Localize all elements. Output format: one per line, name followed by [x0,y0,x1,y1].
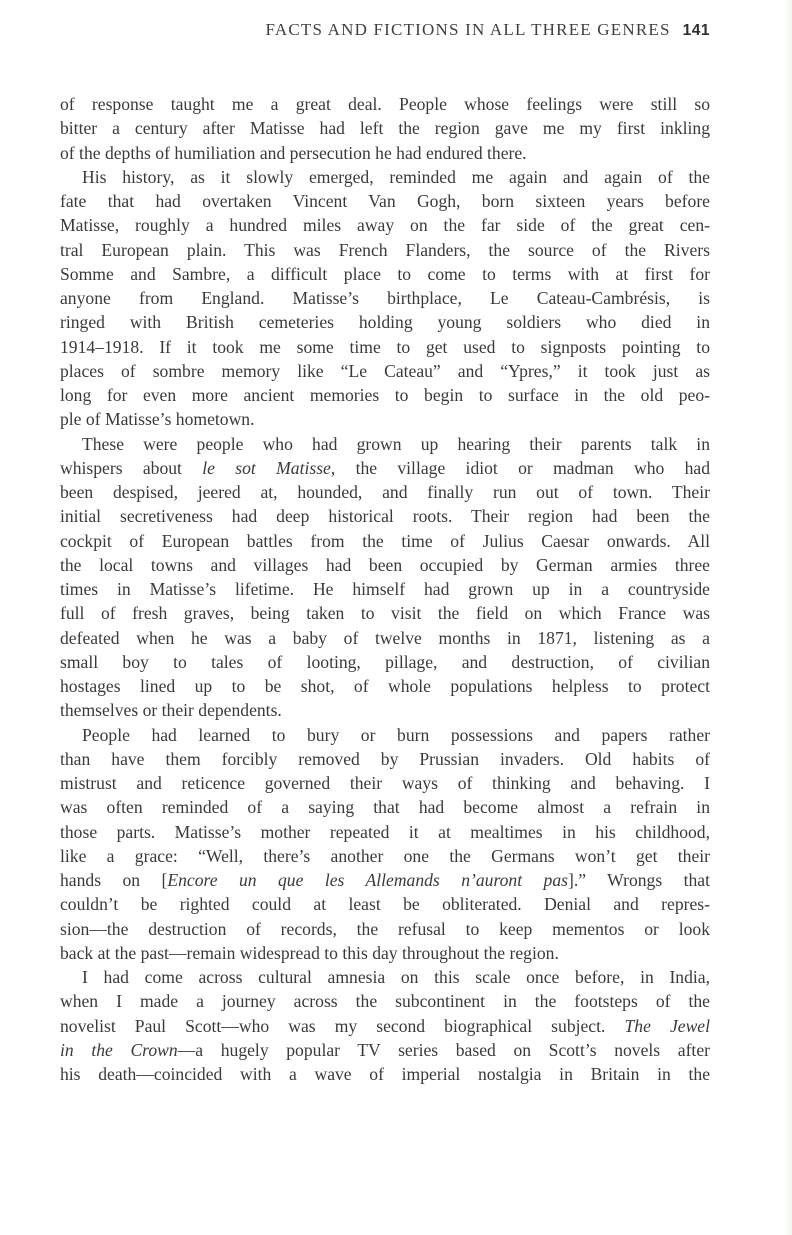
text-segment: times in Matisse’s lifetime. He himself had grown up in a countryside [60,579,710,599]
body-text [60,92,710,1086]
text-segment: full of fresh graves, being taken to visit the field on which France was [60,603,710,624]
text-segment: back at the past—remain widespread to this day throughout the region. [60,942,559,963]
text-line [60,141,710,165]
text-segment: than have them forcibly removed by Prussian invaders. Old habits of [60,748,710,769]
text-line [60,383,710,407]
text-segment: sion—the destruction of records, the refusal to keep mementos or look [60,918,710,939]
text-line [60,989,710,1013]
text-line [60,529,710,553]
text-segment: places of sombre memory like “Le Cateau” and “Ypres,” it took just as [60,360,710,381]
text-line [60,650,710,674]
text-segment: tral European plain. This was French Flanders, the source of the Rivers [60,239,710,260]
text-line [60,698,710,722]
text-line [60,674,710,698]
text-line [60,262,710,286]
text-line [60,335,710,359]
text-segment: mistrust and reticence governed their ways of thinking and behaving. I [60,773,710,793]
paragraph-first-line [60,723,710,747]
paragraph-first-line [60,165,710,189]
text-segment: of the depths of humiliation and persecution he had endured there. [60,142,527,163]
text-line [60,577,710,601]
text-segment: his death—coincided with a wave of imperial nostalgia in Britain in the [60,1064,710,1084]
text-line [60,771,710,795]
italic-text: Encore un que les Allemands n’auront pas [167,870,568,890]
text-segment: like a grace: “Well, there’s another one the Germans won’t get their [60,845,710,866]
text-line [60,359,710,383]
text-line [60,310,710,334]
text-segment: cockpit of European battles from the time of Julius Caesar onwards. All [60,530,710,551]
text-segment: anyone from England. Matisse’s birthplace, Le Cateau-Cambrésis, is [60,288,710,308]
italic-text: in the Crown [60,1039,178,1060]
text-segment: the local towns and villages had been occupied by German armies three [60,554,710,575]
text-segment: initial secretiveness had deep historical roots. Their region had been the [60,506,710,527]
text-line [60,286,710,310]
page-edge-strip [784,0,792,1235]
text-segment: hostages lined up to be shot, of whole populations helpless to protect [60,676,710,696]
text-line [60,795,710,819]
text-segment: was often reminded of a saying that had become almost a refrain in [60,797,710,818]
text-segment: I had come across cultural amnesia on this scale once before, in India, [82,967,710,987]
text-line [60,1014,710,1038]
text-line [60,601,710,625]
text-segment: hands on [ [60,870,168,890]
text-segment: —a hugely popular TV series based on Scott’s novels after [177,1039,710,1060]
text-segment: ].” Wrongs that [568,870,710,890]
text-segment: novelist Paul Scott—who was my second biographical subject. [60,1015,625,1036]
text-segment: whispers about [60,457,203,478]
text-line [60,626,710,650]
text-segment: People had learned to bury or burn possessions and papers rather [82,724,710,745]
running-head-title: FACTS AND FICTIONS IN ALL THREE GENRES [265,20,671,39]
text-segment: bitter a century after Matisse had left the region gave me my first inkling [60,118,710,139]
text-segment: themselves or their dependents. [60,700,282,721]
text-segment: Matisse, roughly a hundred miles away on the far side of the great cen- [60,215,710,236]
text-line [60,189,710,213]
text-line [60,917,710,941]
text-line [60,941,710,965]
italic-text: le sot Matisse [202,457,331,478]
text-segment: couldn’t be righted could at least be obliterated. Denial and repres- [60,894,710,915]
text-segment: small boy to tales of looting, pillage, and destruction, of civilian [60,651,710,672]
text-line [60,747,710,771]
text-line [60,456,710,480]
text-line [60,1038,710,1062]
text-line [60,892,710,916]
text-line [60,238,710,262]
text-line [60,820,710,844]
text-line [60,504,710,528]
text-segment: , the village idiot or madman who had [330,457,710,478]
text-line [60,92,710,116]
text-line [60,480,710,504]
text-segment: defeated when he was a baby of twelve months in 1871, listening as a [60,627,710,648]
text-line [60,407,710,431]
text-segment: those parts. Matisse’s mother repeated it at mealtimes in his childhood, [60,821,710,842]
page-number: 141 [682,22,710,39]
italic-text: The Jewel [624,1015,710,1036]
text-segment: 1914–1918. If it took me some time to get used to signposts pointing to [60,336,710,357]
text-segment: His history, as it slowly emerged, reminded me again and again of the [82,166,710,187]
text-line [60,868,710,892]
text-line [60,116,710,140]
text-segment: fate that had overtaken Vincent Van Gogh, born sixteen years before [60,191,710,211]
text-line [60,844,710,868]
paragraph-first-line [60,432,710,456]
text-line [60,553,710,577]
text-line [60,213,710,237]
running-head [60,18,710,43]
text-segment: been despised, jeered at, hounded, and finally run out of town. Their [60,482,710,502]
text-segment: long for even more ancient memories to begin to surface in the old peo- [60,385,710,405]
paragraph-first-line [60,965,710,989]
text-line [60,1062,710,1086]
text-segment: ple of Matisse’s hometown. [60,409,255,430]
text-segment: of response taught me a great deal. People whose feelings were still so [60,94,710,114]
text-segment: Somme and Sambre, a difficult place to come to terms with at first for [60,263,710,284]
text-segment: when I made a journey across the subcontinent in the footsteps of the [60,991,710,1012]
text-segment: ringed with British cemeteries holding young soldiers who died in [60,312,710,333]
text-segment: These were people who had grown up hearing their parents talk in [82,433,710,454]
